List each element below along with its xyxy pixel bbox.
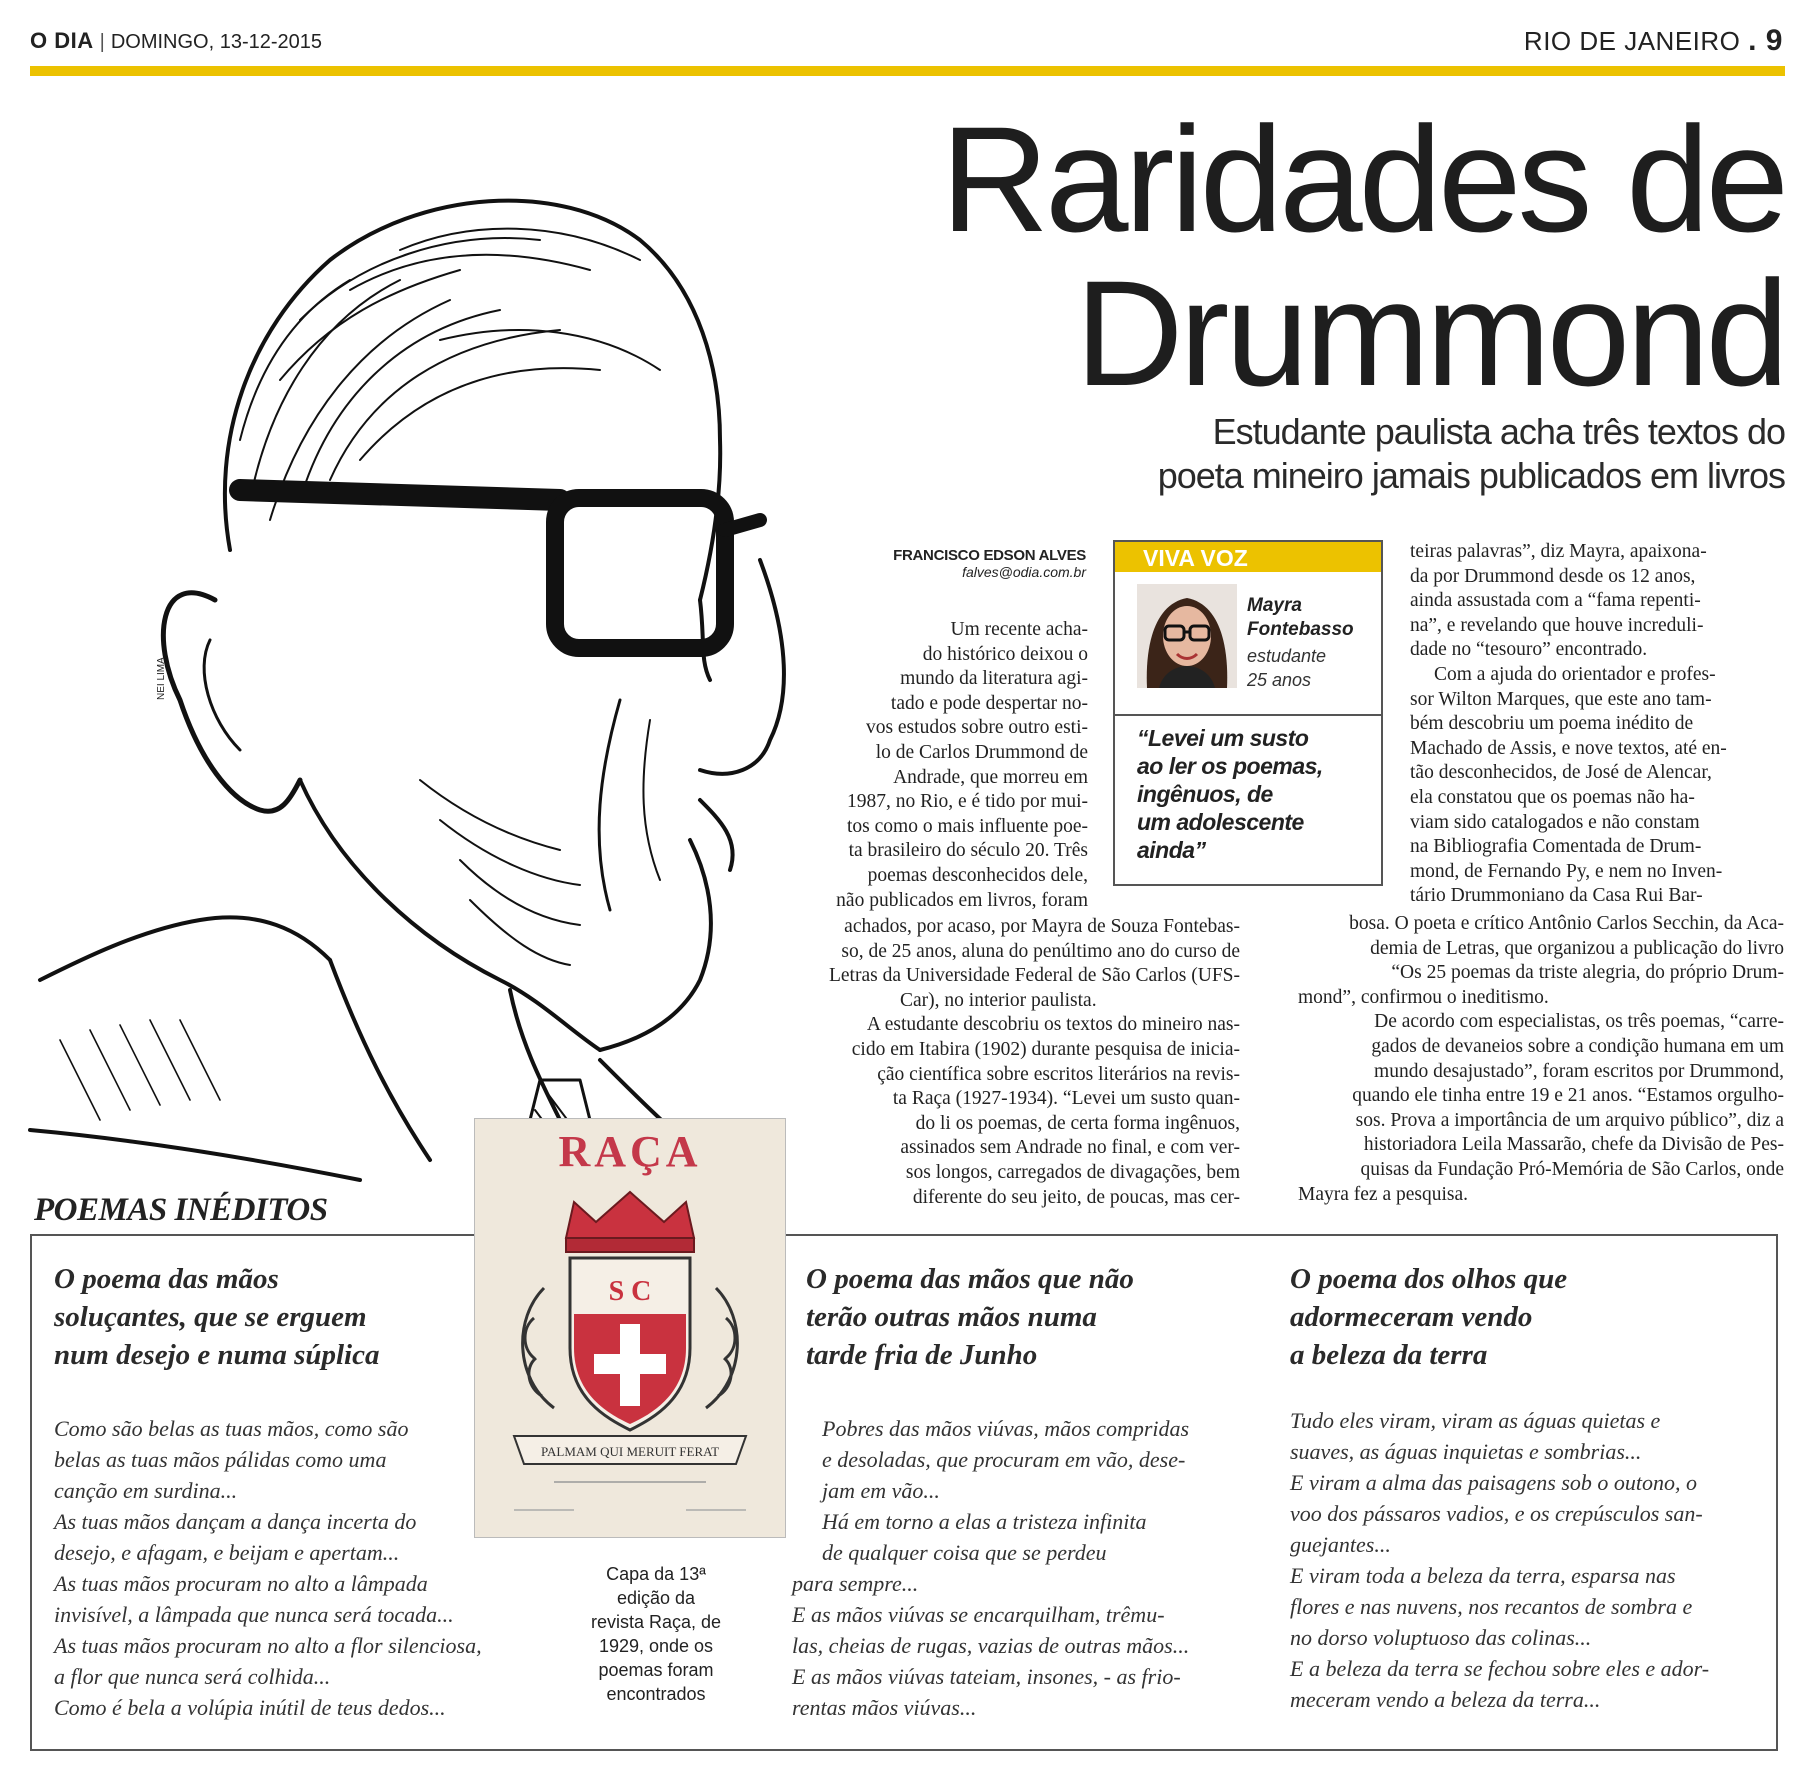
header-left: O DIA | DOMINGO, 13-12-2015	[30, 28, 323, 53]
shield-letters: S C	[608, 1276, 652, 1307]
quote-line: “Levei um susto	[1137, 725, 1309, 751]
interviewee-first-name: Mayra	[1247, 595, 1302, 616]
poem-line: Pobres das mãos viúvas, mãos compridas	[822, 1416, 1190, 1441]
poem-title-line: num desejo e numa súplica	[54, 1339, 380, 1371]
interviewee-age: 25 anos	[1247, 670, 1312, 690]
article-line: sor Wilton Marques, que este ano tam-	[1410, 688, 1712, 710]
motto-ribbon	[514, 1436, 746, 1464]
header-right	[1524, 24, 1783, 58]
header-date: DOMINGO, 13-12-2015	[110, 31, 323, 53]
poem-line: Como são belas as tuas mãos, como são	[54, 1416, 409, 1441]
article-line: Car), no interior paulista.	[900, 989, 1097, 1011]
poem-line: meceram vendo a beleza da terra...	[1290, 1687, 1601, 1712]
viva-voz-divider	[1115, 714, 1381, 716]
poem-line: flores e nas nuvens, nos recantos de sombra e	[1290, 1594, 1693, 1619]
pull-quote	[1137, 724, 1373, 864]
poem-line: e desoladas, que procuram em vão, dese-	[822, 1447, 1186, 1472]
poem-title-line: soluçantes, que se erguem	[54, 1301, 367, 1333]
article-line: cido em Itabira (1902) durante pesquisa de inicia-	[851, 1038, 1240, 1060]
poem-line: para sempre...	[792, 1571, 919, 1596]
article-line: tado e pode despertar no-	[890, 692, 1088, 714]
interviewee-role: estudante	[1247, 646, 1327, 666]
interviewee-last-name: Fontebasso	[1247, 619, 1354, 640]
article-line: vos estudos sobre outro esti-	[865, 717, 1088, 739]
subhead-line-1: Estudante paulista acha três textos do	[1212, 411, 1785, 452]
headline-line-1: Raridades de	[940, 95, 1785, 263]
poem-line: invisível, a lâmpada que nunca será tocada...	[54, 1602, 454, 1627]
poem-line: E as mãos viúvas tateiam, insones, - as frio-	[792, 1664, 1181, 1689]
article-line: assinados sem Andrade no final, e com ver-	[900, 1137, 1240, 1159]
cover-title: RAÇA	[558, 1127, 702, 1176]
caption-line: edição da	[616, 1588, 696, 1608]
poem-title-line: O poema das mãos que não	[806, 1263, 1134, 1295]
quote-line: ao ler os poemas,	[1137, 753, 1323, 779]
article-column-a	[780, 618, 1088, 913]
article-line: Machado de Assis, e nove textos, até en-	[1410, 737, 1727, 759]
viva-voz-box	[1113, 540, 1383, 886]
cover-motto: PALMAM QUI MERUIT FERAT	[540, 1444, 720, 1459]
article-line: mundo da literatura agi-	[900, 668, 1088, 690]
poem-title-line: O poema dos olhos que	[1290, 1263, 1568, 1295]
illustrator-credit: NEI LIMA	[156, 657, 167, 700]
article-line: do histórico deixou o	[922, 643, 1088, 665]
poems-section-title: POEMAS INÉDITOS	[34, 1192, 328, 1228]
poem-title-line: O poema das mãos	[54, 1263, 279, 1295]
article-line: De acordo com especialistas, os três poemas, “carre-	[1374, 1011, 1784, 1033]
poem-3-body	[1290, 1405, 1770, 1715]
poem-3-title	[1290, 1260, 1710, 1374]
poem-line: guejantes...	[1290, 1532, 1391, 1557]
poem-line: canção em surdina...	[54, 1478, 238, 1503]
header-rule	[30, 66, 1785, 76]
article-line: teiras palavras”, diz Mayra, apaixona-	[1410, 541, 1707, 562]
subhead-line-2: poeta mineiro jamais publicados em livros	[1157, 455, 1785, 496]
poem-line: As tuas mãos procuram no alto a flor silenciosa,	[54, 1633, 482, 1658]
poem-line: As tuas mãos dançam a dança incerta do	[54, 1509, 417, 1534]
poem-line: E a beleza da terra se fechou sobre eles e ador-	[1290, 1656, 1710, 1681]
viva-voz-tag	[1115, 542, 1381, 572]
quote-line: ainda”	[1137, 837, 1206, 863]
brand-logo: O DIA	[30, 28, 94, 53]
poem-line: voo dos pássaros vadios, e os crepúsculos san-	[1290, 1501, 1703, 1526]
article-column-c	[1410, 540, 1784, 909]
poem-line: de qualquer coisa que se perdeu	[822, 1540, 1107, 1565]
article-line: diferente do seu jeito, de poucas, mas cer-	[912, 1186, 1240, 1208]
article-line: dade no “tesouro” encontrado.	[1410, 639, 1648, 661]
article-line: historiadora Leila Massarão, chefe da Divisão de Pes-	[1363, 1134, 1784, 1156]
article-line: sos longos, carregados de divagações, bem	[905, 1161, 1240, 1183]
article-line: na”, e revelando que houve increduli-	[1410, 614, 1704, 636]
article-line: demia de Letras, que organizou a publicação do livro	[1370, 937, 1784, 959]
article-line: achados, por acaso, por Mayra de Souza Fontebas-	[844, 916, 1240, 937]
caption-line: revista Raça, de	[590, 1612, 722, 1632]
header-section: RIO DE JANEIRO	[1523, 26, 1741, 56]
byline	[886, 547, 1086, 580]
byline-name: FRANCISCO EDSON ALVES	[893, 547, 1086, 564]
article-line: bosa. O poeta e crítico Antônio Carlos Secchin, da Aca-	[1349, 913, 1784, 934]
poem-title-line: tarde fria de Junho	[806, 1339, 1038, 1371]
poem-2-title	[806, 1260, 1256, 1374]
poem-line: As tuas mãos procuram no alto a lâmpada	[54, 1571, 428, 1596]
poem-1-title	[54, 1260, 514, 1374]
article-line: ção científica sobre escritos literários na revis-	[877, 1063, 1240, 1085]
article-line: na Bibliografia Comentada de Drum-	[1410, 836, 1702, 858]
caption-line: 1929, onde os	[598, 1636, 714, 1656]
article-line: tão desconhecidos, de José de Alencar,	[1410, 762, 1712, 784]
article-line: mundo desajustado”, foram escritos por Drummond,	[1374, 1060, 1784, 1082]
poem-line: E viram toda a beleza da terra, esparsa nas	[1290, 1563, 1676, 1588]
poem-line: Há em torno a elas a tristeza infinita	[822, 1509, 1147, 1534]
article-line: viam sido catalogados e não constam	[1410, 811, 1700, 833]
article-column-d	[1258, 912, 1784, 1207]
article-line: quando ele tinha entre 19 e 21 anos. “Estamos orgulho-	[1352, 1085, 1784, 1107]
poem-line: belas as tuas mãos pálidas como uma	[54, 1447, 387, 1472]
poem-line: no dorso voluptuoso das colinas...	[1290, 1625, 1592, 1650]
drummond-portrait-illustration	[0, 80, 800, 1260]
subheadline	[1025, 410, 1785, 498]
viva-voz-label: VIVA VOZ	[1143, 545, 1248, 571]
article-line: quisas da Fundação Pró-Memória de São Carlos, onde	[1360, 1158, 1784, 1180]
mayra-portrait-photo	[1137, 584, 1237, 688]
caption-line: poemas foram	[598, 1660, 714, 1680]
page-number: . 9	[1748, 24, 1783, 57]
article-line: do li os poemas, de certa forma ingênuos,	[915, 1112, 1240, 1134]
poem-line: E viram a alma das paisagens sob o outono, o	[1290, 1470, 1697, 1495]
article-line: bém descobriu um poema inédito de	[1410, 713, 1694, 735]
article-column-b	[760, 915, 1240, 1210]
article-line: poemas desconhecidos dele,	[867, 864, 1088, 886]
article-line: tário Drummoniano da Casa Rui Bar-	[1410, 885, 1703, 907]
poem-2-body	[792, 1413, 1262, 1723]
article-line: Com a ajuda do orientador e profes-	[1434, 663, 1716, 685]
poem-line: Tudo eles viram, viram as águas quietas e	[1290, 1408, 1661, 1433]
article-line: “Os 25 poemas da triste alegria, do próprio Drum-	[1391, 962, 1784, 984]
poem-line: desejo, e afagam, e beijam e apertam...	[54, 1540, 400, 1565]
article-line: não publicados em livros, foram	[836, 889, 1088, 911]
article-line: lo de Carlos Drummond de	[875, 741, 1088, 763]
cover-caption	[580, 1562, 732, 1706]
quote-line: ingênuos, de	[1137, 781, 1273, 807]
interviewee-name	[1247, 594, 1377, 642]
article-line: Mayra fez a pesquisa.	[1298, 1183, 1469, 1205]
poem-title-line: a beleza da terra	[1290, 1339, 1488, 1371]
article-line: Andrade, que morreu em	[893, 766, 1088, 788]
headline	[885, 95, 1785, 417]
article-line: Letras da Universidade Federal de São Carlos (UFS-	[828, 965, 1240, 987]
article-line: ainda assustada com a “fama repenti-	[1410, 590, 1701, 612]
poem-line: las, cheias de rugas, vazias de outras mãos...	[792, 1633, 1190, 1658]
caption-line: encontrados	[606, 1684, 706, 1704]
article-line: sos. Prova a importância de um arquivo público”, diz a	[1355, 1109, 1784, 1131]
article-line: da por Drummond desde os 12 anos,	[1410, 565, 1696, 587]
article-line: mond, de Fernando Py, e nem no Inven-	[1410, 860, 1723, 882]
poem-line: jam em vão...	[822, 1478, 940, 1503]
article-line: so, de 25 anos, aluna do penúltimo ano do curso de	[841, 940, 1240, 962]
quote-line: um adolescente	[1137, 809, 1304, 835]
poem-line: a flor que nunca será colhida...	[54, 1664, 331, 1689]
caption-line: Capa da 13ª	[606, 1564, 706, 1584]
article-line: ela constatou que os poemas não ha-	[1410, 786, 1695, 808]
raca-magazine-cover	[474, 1118, 786, 1538]
article-line: gados de devaneios sobre a condição humana em um	[1371, 1035, 1784, 1057]
poem-line: E as mãos viúvas se encarquilham, trêmu-	[792, 1602, 1165, 1627]
article-line: Um recente acha-	[950, 619, 1088, 640]
article-line: mond”, confirmou o ineditismo.	[1298, 986, 1549, 1008]
poem-line: rentas mãos viúvas...	[792, 1695, 977, 1720]
headline-line-2: Drummond	[1075, 249, 1785, 417]
poem-title-line: terão outras mãos numa	[806, 1301, 1097, 1333]
byline-email[interactable]: falves@odia.com.br	[962, 564, 1086, 580]
article-line: ta Raça (1927-1934). “Levei um susto quan-	[892, 1088, 1240, 1110]
poem-line: Como é bela a volúpia inútil de teus dedos...	[54, 1695, 446, 1720]
poem-title-line: adormeceram vendo	[1290, 1301, 1533, 1333]
article-line: ta brasileiro do século 20. Três	[848, 840, 1088, 862]
interviewee-info	[1247, 644, 1377, 692]
article-line: A estudante descobriu os textos do mineiro nas-	[866, 1014, 1240, 1036]
poem-line: suaves, as águas inquietas e sombrias...	[1290, 1439, 1642, 1464]
article-line: 1987, no Rio, e é tido por mui-	[846, 791, 1088, 813]
article-line: tos como o mais influente poe-	[847, 815, 1088, 837]
